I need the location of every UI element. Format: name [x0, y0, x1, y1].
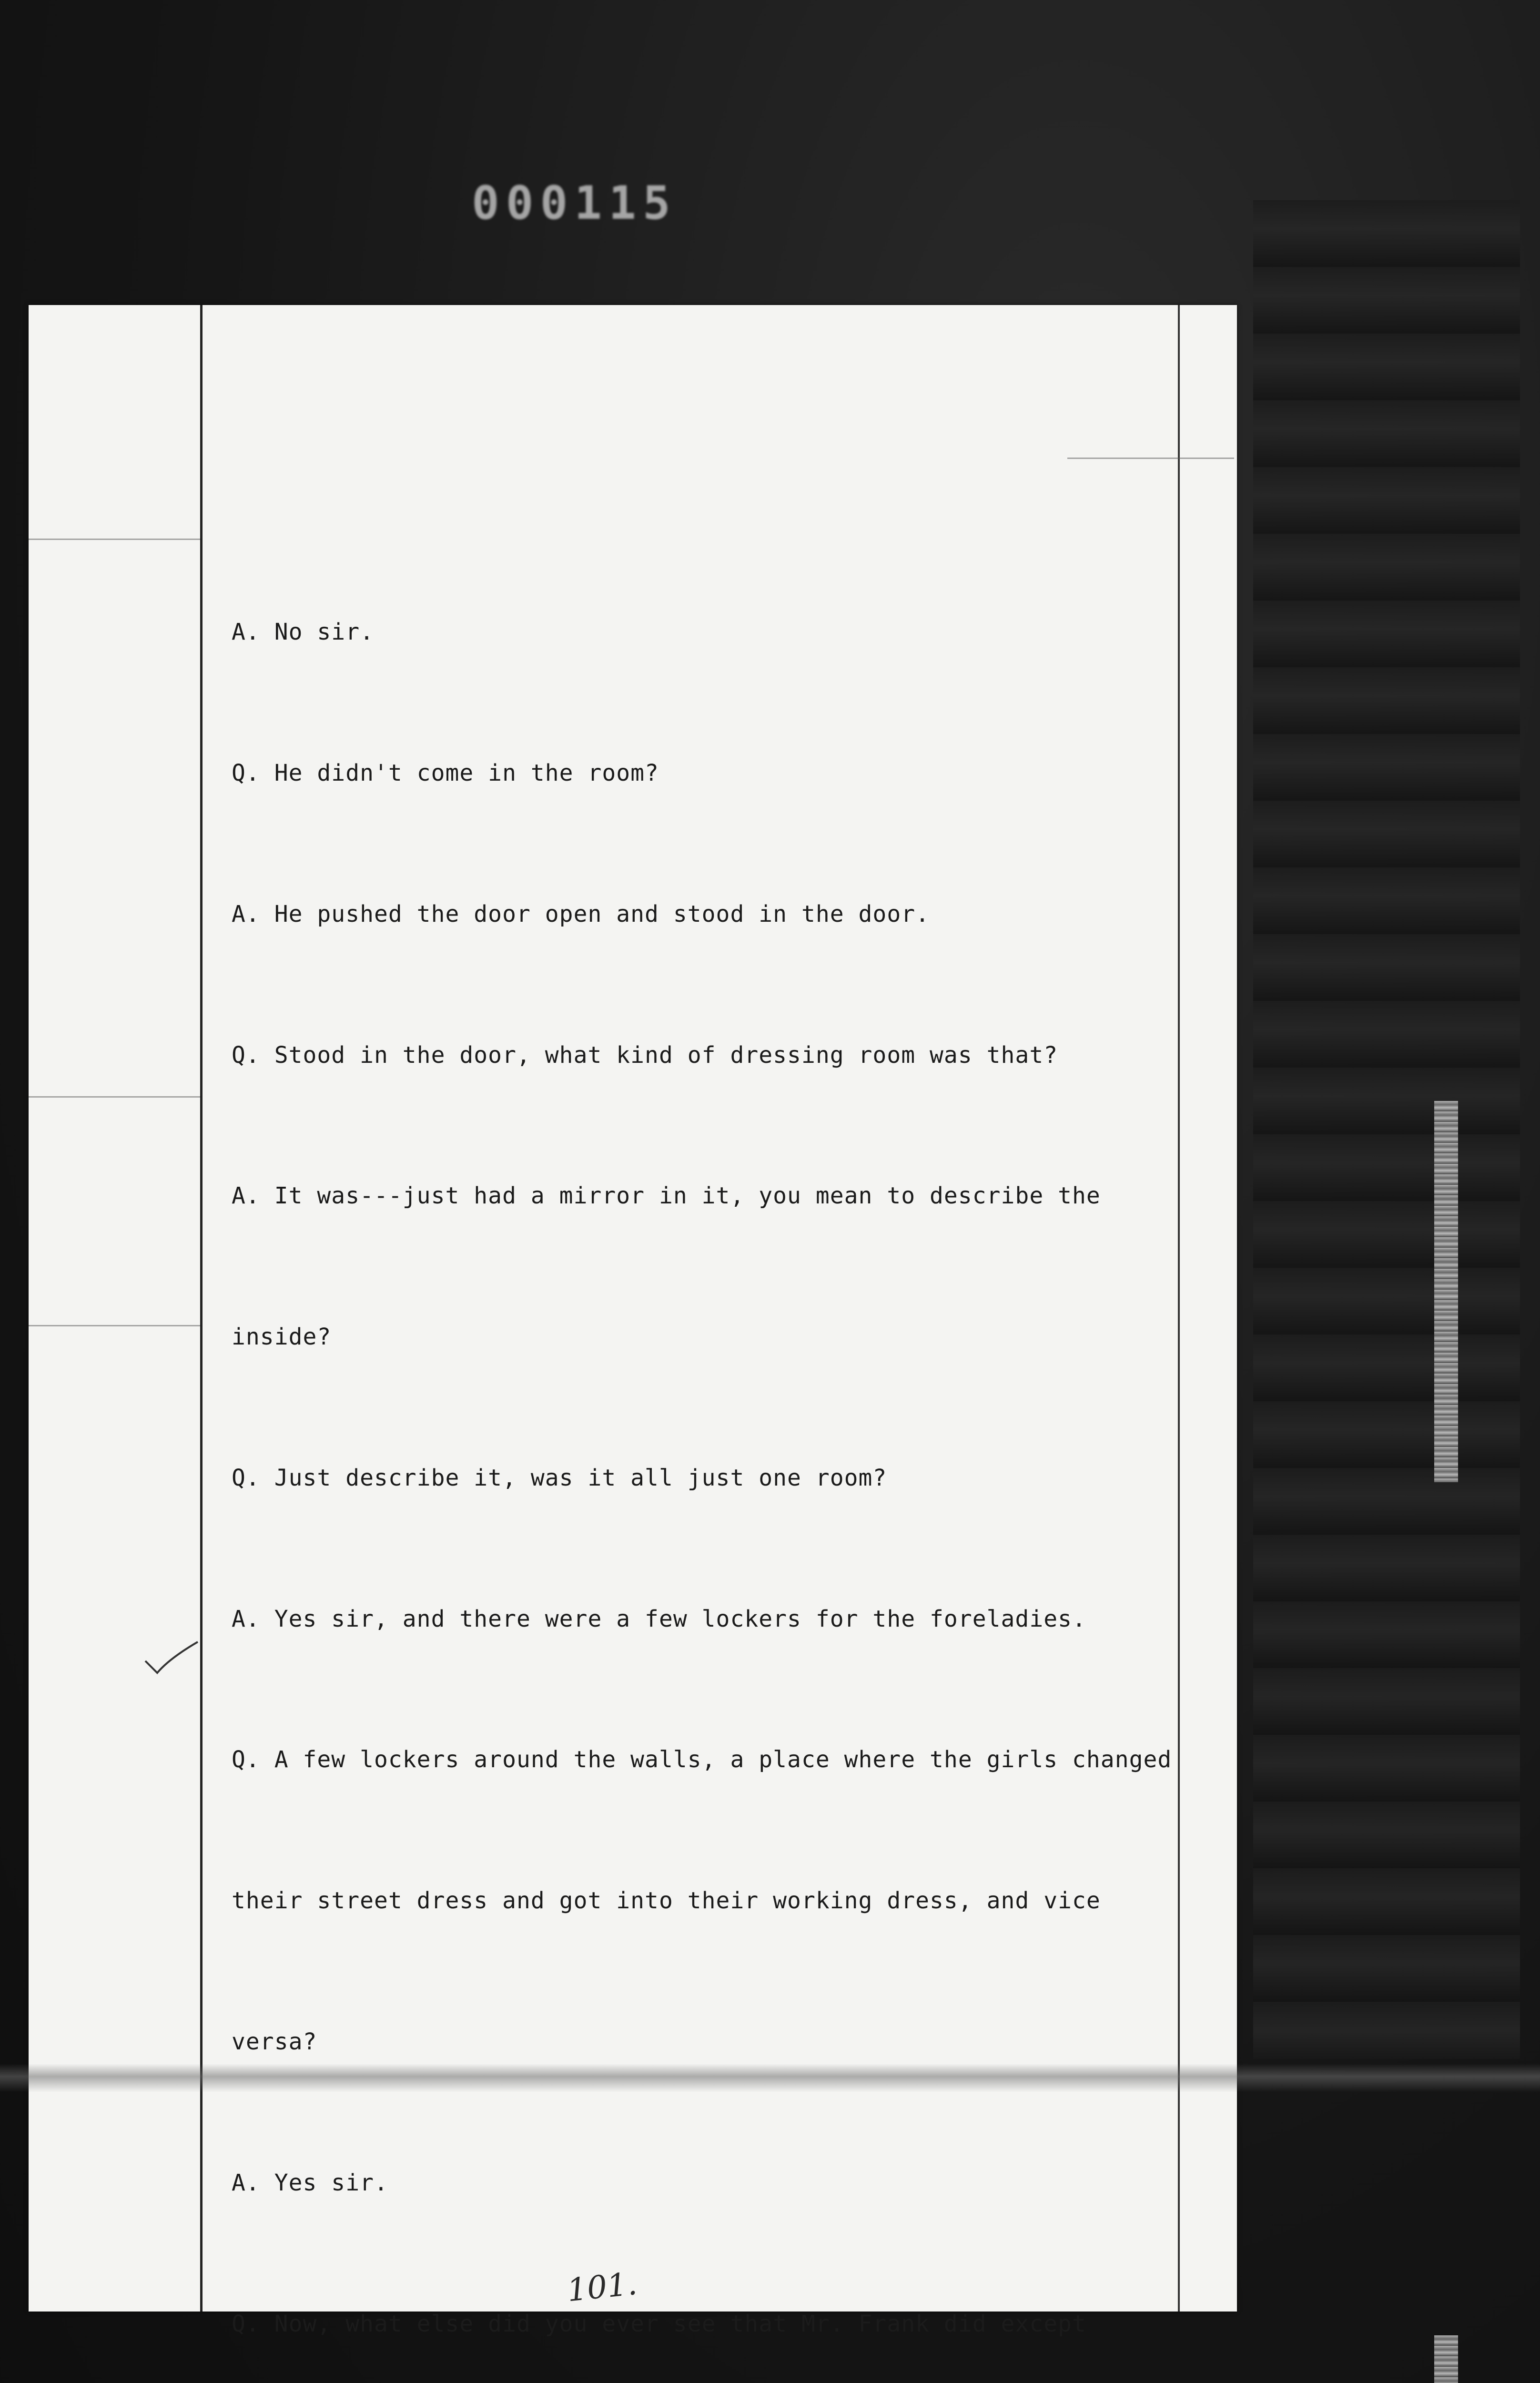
checkmark-icon — [143, 1640, 200, 1678]
margin-stroke — [1067, 458, 1234, 459]
transcript-line: Q. Stood in the door, what kind of dressing room was that? — [232, 1041, 1058, 1069]
transcript-line: inside? — [232, 1324, 332, 1351]
margin-stroke — [29, 1096, 200, 1098]
transcript-line: their street dress and got into their working dress, and vice — [232, 1887, 1101, 1915]
transcript-line: Q. Now, what else did you ever see that Mr. Frank did except — [232, 2310, 1086, 2337]
margin-stroke — [29, 1325, 200, 1326]
film-background-strip — [1253, 200, 1520, 2059]
transcript-line: A. Yes sir, and there were a few lockers for the foreladies. — [232, 1605, 1086, 1632]
archive-stamp: 000115 — [472, 176, 677, 230]
transcript-line: A. Yes sir. — [232, 2169, 388, 2196]
transcript-line: A. No sir. — [232, 619, 374, 646]
left-margin-rule — [200, 305, 203, 2312]
transcript-line: A. It was---just had a mirror in it, you mean to describe the — [232, 1182, 1101, 1210]
scan-artifact-band — [0, 2064, 1540, 2092]
film-artifact — [1434, 1101, 1458, 1482]
transcript-body — [232, 515, 1185, 2383]
transcript-line: Q. He didn't come in the room? — [232, 759, 659, 786]
transcript-line: versa? — [232, 2028, 317, 2055]
margin-stroke — [29, 539, 200, 540]
transcript-line: Q. Just describe it, was it all just one room? — [232, 1464, 887, 1491]
film-artifact-small — [1434, 2335, 1458, 2383]
transcript-line: Q. A few lockers around the walls, a place where the girls changed — [232, 1746, 1172, 1773]
transcript-line: A. He pushed the door open and stood in the door. — [232, 900, 930, 927]
page-number: 101. — [565, 2265, 639, 2309]
